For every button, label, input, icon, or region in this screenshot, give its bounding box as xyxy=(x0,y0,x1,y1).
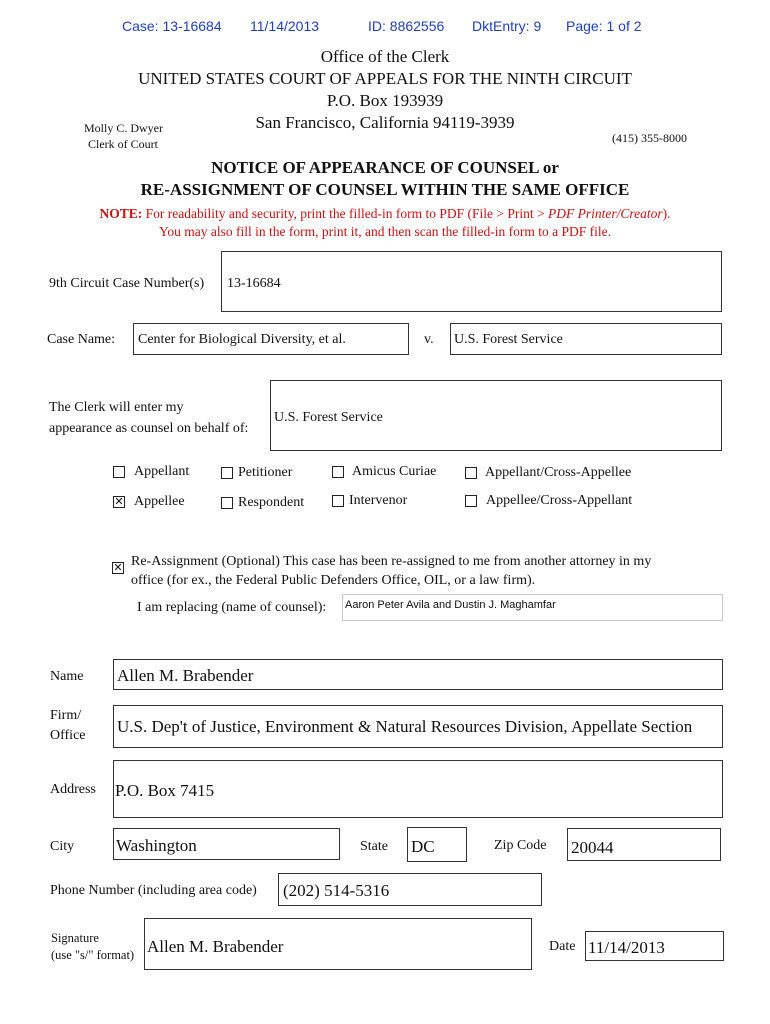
firm-label-line1: Firm/ xyxy=(50,708,82,723)
case-number-field[interactable] xyxy=(221,251,722,312)
behalf-value: U.S. Forest Service xyxy=(274,410,383,425)
case-number-label: 9th Circuit Case Number(s) xyxy=(49,276,205,291)
clerk-title: Clerk of Court xyxy=(88,137,158,151)
reassignment-checkbox[interactable]: ✕ xyxy=(113,561,123,574)
respondent-checkbox[interactable] xyxy=(221,497,233,509)
date-value: 11/14/2013 xyxy=(588,938,665,957)
phone-label: Phone Number (including area code) xyxy=(50,883,257,898)
address-field[interactable] xyxy=(113,760,723,818)
firm-label-line2: Office xyxy=(50,728,86,743)
phone-value: (202) 514-5316 xyxy=(283,881,390,900)
petitioner-label: Petitioner xyxy=(238,465,293,480)
versus-label: v. xyxy=(424,332,434,347)
signature-value: Allen M. Brabender xyxy=(147,937,284,956)
petitioner-checkbox[interactable] xyxy=(221,467,233,479)
amicus-curiae-checkbox[interactable] xyxy=(332,466,344,478)
note-line2: You may also fill in the form, print it, and then scan the filled-in form to a PDF file. xyxy=(159,224,611,239)
address-value: P.O. Box 7415 xyxy=(115,781,215,800)
appellant-cross-appellee-checkbox[interactable] xyxy=(465,467,477,479)
header-date: 11/14/2013 xyxy=(250,18,320,34)
intervenor-checkbox[interactable] xyxy=(332,495,344,507)
party2-value: U.S. Forest Service xyxy=(454,332,563,347)
behalf-label-line2: appearance as counsel on behalf of: xyxy=(49,421,249,436)
clerk-name: Molly C. Dwyer xyxy=(84,121,163,135)
name-field[interactable] xyxy=(113,659,723,690)
office-line3: P.O. Box 193939 xyxy=(326,91,444,110)
zip-label: Zip Code xyxy=(494,838,547,853)
name-value: Allen M. Brabender xyxy=(117,666,254,685)
note-text: For readability and security, print the filled-in form to PDF (File > Print > xyxy=(142,206,549,221)
office-phone: (415) 355-8000 xyxy=(612,131,687,145)
signature-label-line2: (use "s/" format) xyxy=(51,948,135,962)
note-line1 xyxy=(0,206,770,222)
case-name-label: Case Name: xyxy=(47,332,116,347)
office-line2: UNITED STATES COURT OF APPEALS FOR THE NINTH CIRCUIT xyxy=(138,69,632,88)
city-field[interactable] xyxy=(113,828,340,860)
party1-field[interactable] xyxy=(133,323,409,355)
city-value: Washington xyxy=(116,836,197,855)
party2-field[interactable] xyxy=(450,323,722,355)
name-label: Name xyxy=(50,669,84,684)
signature-field[interactable] xyxy=(144,918,532,970)
note-label: NOTE: xyxy=(99,206,143,221)
appellee-label: Appellee xyxy=(134,494,185,509)
city-label: City xyxy=(50,839,75,854)
appellant-checkbox[interactable] xyxy=(113,466,125,478)
case-number-value: 13-16684 xyxy=(227,276,281,291)
intervenor-label: Intervenor xyxy=(349,493,408,508)
behalf-label-line1: The Clerk will enter my xyxy=(49,400,184,415)
header-case: Case: 13-16684 xyxy=(122,18,222,34)
state-label: State xyxy=(360,839,388,854)
form-title-line2: RE-ASSIGNMENT OF COUNSEL WITHIN THE SAME OFFICE xyxy=(140,180,630,199)
replacing-label: I am replacing (name of counsel): xyxy=(137,600,327,615)
appellee-cross-appellant-label: Appellee/Cross-Appellant xyxy=(486,493,633,508)
address-label: Address xyxy=(50,782,96,797)
header-page: Page: 1 of 2 xyxy=(566,18,642,34)
replacing-field[interactable] xyxy=(342,594,723,621)
respondent-label: Respondent xyxy=(238,495,305,510)
phone-field[interactable] xyxy=(278,873,542,906)
header-id: ID: 8862556 xyxy=(368,18,445,34)
header-dkt-entry: DktEntry: 9 xyxy=(472,18,542,34)
zip-field[interactable] xyxy=(567,828,721,861)
appellant-label: Appellant xyxy=(134,464,190,479)
party1-value: Center for Biological Diversity, et al. xyxy=(138,332,346,347)
reassignment-text-line1: Re-Assignment (Optional) This case has been re-assigned to me from another attorney in my xyxy=(131,554,652,569)
note-text-emphasis: PDF Printer/Creator xyxy=(548,206,663,221)
state-value: DC xyxy=(411,837,435,856)
appellant-cross-appellee-label: Appellant/Cross-Appellee xyxy=(485,465,632,480)
date-field[interactable] xyxy=(585,931,724,961)
behalf-field[interactable] xyxy=(270,380,722,451)
zip-value: 20044 xyxy=(571,838,614,857)
office-line4: San Francisco, California 94119-3939 xyxy=(255,113,515,132)
form-title-line1: NOTICE OF APPEARANCE OF COUNSEL or xyxy=(211,158,559,177)
amicus-curiae-label: Amicus Curiae xyxy=(352,464,437,479)
appellee-cross-appellant-checkbox[interactable] xyxy=(465,495,477,507)
signature-label-line1: Signature xyxy=(51,931,99,945)
replacing-value: Aaron Peter Avila and Dustin J. Maghamfar xyxy=(345,599,556,611)
note-text-end: ). xyxy=(662,206,671,221)
reassignment-text-line2: office (for ex., the Federal Public Defenders Office, OIL, or a law firm). xyxy=(131,573,536,588)
firm-value: U.S. Dep't of Justice, Environment & Natural Resources Division, Appellate Section xyxy=(117,717,693,736)
office-line1: Office of the Clerk xyxy=(320,47,450,66)
date-label: Date xyxy=(549,939,576,954)
state-field[interactable] xyxy=(407,827,467,862)
appellee-checkbox[interactable]: ✕ xyxy=(114,495,124,508)
firm-field[interactable] xyxy=(113,705,723,748)
